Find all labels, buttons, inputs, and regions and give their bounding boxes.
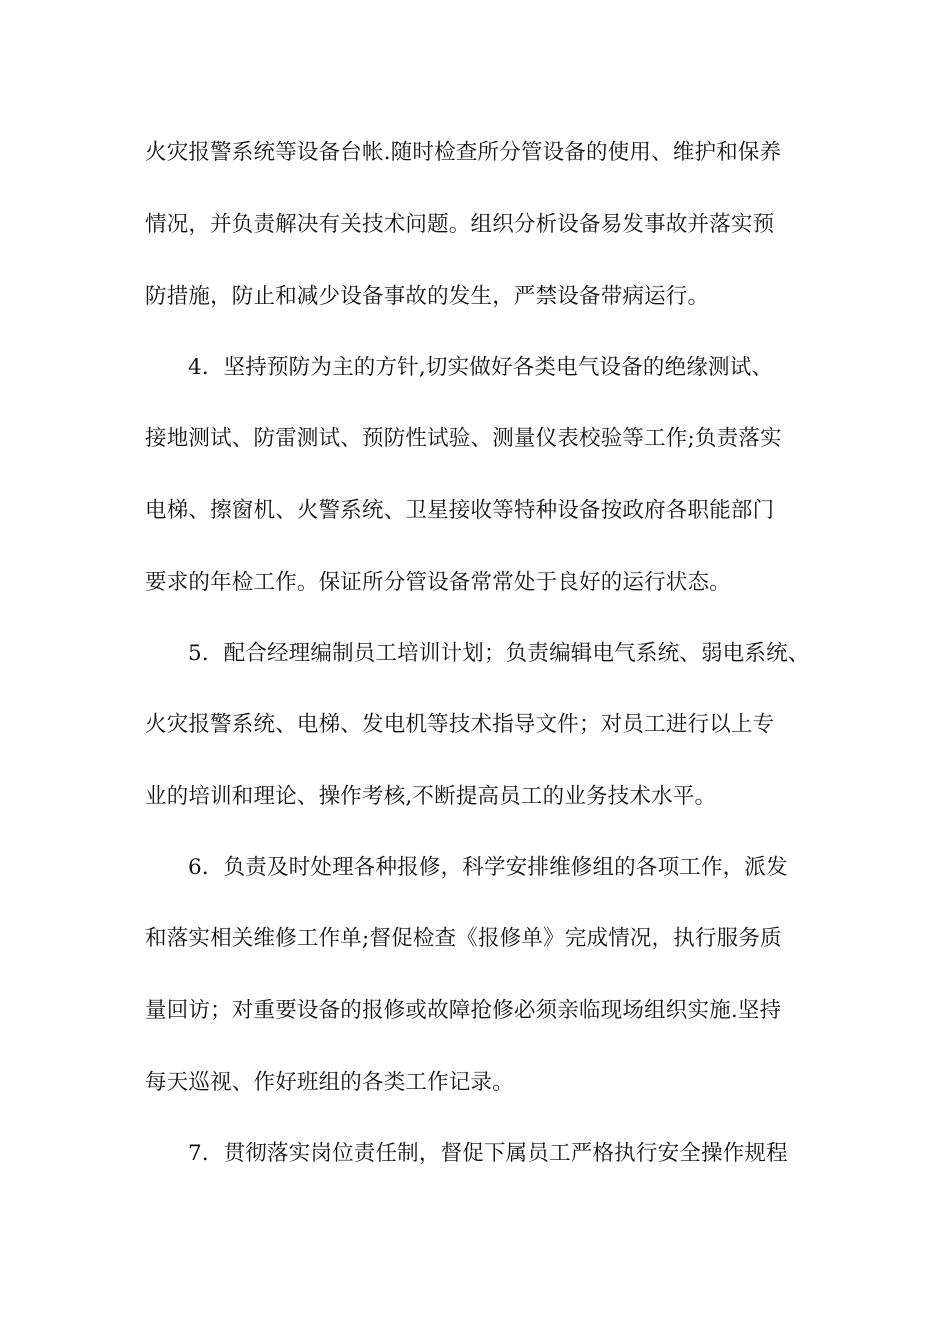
text-line: 和落实相关维修工作单;督促检查《报修单》完成情况，执行服务质: [145, 926, 782, 951]
text-line: 电梯、擦窗机、火警系统、卫星接收等特种设备按政府各职能部门: [145, 498, 775, 523]
paragraph-7-start: 7．贯彻落实岗位责任制，督促下属员工严格执行安全操作规程: [188, 1141, 788, 1166]
paragraph-6-start: 6．负责及时处理各种报修，科学安排维修组的各项工作，派发: [188, 855, 788, 880]
paragraph-4-start: 4．坚持预防为主的方针,切实做好各类电气设备的绝缘测试、: [188, 355, 774, 380]
text-line: 量回访；对重要设备的报修或故障抢修必须亲临现场组织实施.坚持: [145, 998, 782, 1023]
paragraph-5-start: 5．配合经理编制员工培训计划；负责编辑电气系统、弱电系统、: [188, 641, 810, 666]
text-line: 业的培训和理论、操作考核,不断提高员工的业务技术水平。: [145, 784, 717, 809]
text-line: 每天巡视、作好班组的各类工作记录。: [145, 1070, 514, 1095]
text-line: 要求的年检工作。保证所分管设备常常处于良好的运行状态。: [145, 570, 731, 595]
text-line: 情况，并负责解决有关技术问题。组织分析设备易发事故并落实预: [145, 212, 775, 237]
text-line: 火灾报警系统等设备台帐.随时检查所分管设备的使用、维护和保养: [145, 140, 782, 165]
text-line: 火灾报警系统、电梯、发电机等技术指导文件；对员工进行以上专: [145, 712, 775, 737]
text-line: 接地测试、防雷测试、预防性试验、测量仪表校验等工作;负责落实: [145, 426, 782, 451]
text-line: 防措施，防止和减少设备事故的发生，严禁设备带病运行。: [145, 284, 710, 309]
